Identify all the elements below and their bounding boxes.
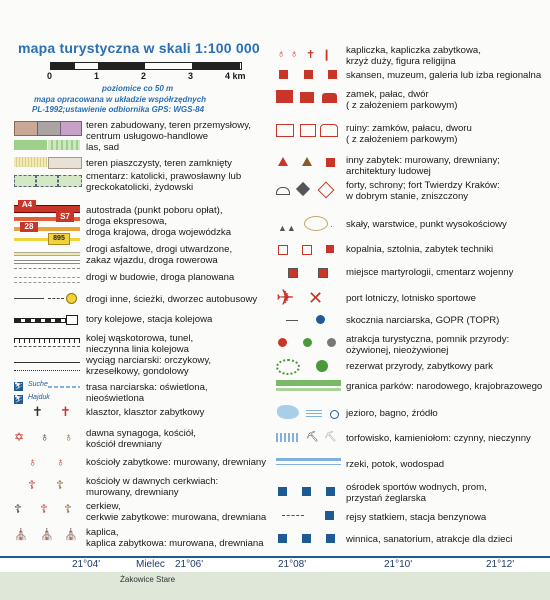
label-construction: drogi w budowie, droga planowana xyxy=(86,272,235,283)
label-forts: forty, schrony; fort Twierdzy Kraków: w dobrym stanie, zniszczony xyxy=(346,180,500,202)
label-ruins: ruiny: zamków, pałacu, dworu ( z założeniem parkowym) xyxy=(346,123,472,145)
label-reserve: rezerwat przyrody, zabytkowy park xyxy=(346,361,493,372)
river-line xyxy=(276,458,341,461)
former-orthodox-wood-icon: ☦ xyxy=(56,478,64,492)
other-roads-line xyxy=(14,298,44,300)
monastery-historic-icon: ✝ xyxy=(60,404,71,419)
bike-road-line xyxy=(14,268,80,270)
church-icon: ♁ xyxy=(40,430,49,444)
castle-icon xyxy=(276,90,293,103)
stream-line xyxy=(276,464,341,465)
marina-icon xyxy=(326,487,335,496)
nature-reserve-icon xyxy=(276,359,300,375)
label-orthodox: cerkiew, cerkwie zabytkowe: murowana, drewniana xyxy=(86,501,267,523)
coordinate-bar xyxy=(0,556,550,573)
label-rivers: rzeki, potok, wodospad xyxy=(346,459,445,470)
label-museum: skansen, muzeum, galeria lub izba regionalna xyxy=(346,70,542,81)
former-orthodox-brick-icon: ☦ xyxy=(28,478,36,492)
adit-icon xyxy=(302,245,312,255)
museum-icon xyxy=(304,70,313,79)
kids-attractions-icon xyxy=(326,534,335,543)
lake-icon xyxy=(277,405,299,419)
fort-ruined-icon xyxy=(318,182,335,199)
tourist-attraction-icon xyxy=(278,338,287,347)
synagogue-icon: ✡ xyxy=(14,430,25,444)
forest-swatch xyxy=(14,140,47,150)
regional-road-line xyxy=(14,238,80,241)
sanatorium-icon xyxy=(302,534,311,543)
label-castle: zamek, pałac, dwór ( z założeniem parkowym) xyxy=(346,89,458,111)
ski-trail-lit-icon: ⛷ xyxy=(14,383,23,390)
label-historic-churches: kościoły zabytkowe: murowany, drewniany xyxy=(86,457,267,468)
historic-church-wood-icon: ♁ xyxy=(56,455,65,469)
wayside-shrine-historic-icon: ♁ xyxy=(290,48,299,60)
monument-brick-icon xyxy=(278,157,288,166)
gallery-icon xyxy=(328,70,337,79)
folk-architecture-icon xyxy=(326,158,335,167)
label-mine: kopalnia, sztolnia, zabytek techniki xyxy=(346,244,494,255)
expressway-badge: S7 xyxy=(56,212,74,222)
label-other-roads: drogi inne, ścieżki, dworzec autobusowy xyxy=(86,294,258,305)
airport-icon: ✈ xyxy=(276,285,295,310)
elevation-point-icon: · xyxy=(330,222,333,231)
label-ski-jump: skocznia narciarska, GOPR (TOPR) xyxy=(346,315,500,326)
paved-road-line xyxy=(14,260,80,264)
martyrdom-site-icon xyxy=(288,268,298,278)
map-strip xyxy=(0,572,550,600)
scale-bar xyxy=(50,62,242,70)
label-motorway: autostrada (punkt poboru opłat), droga ekspresowa, droga krajowa, droga wojewódzka xyxy=(86,205,232,238)
palace-icon xyxy=(300,92,314,103)
airfield-icon: ✕ xyxy=(308,288,324,308)
monastery-icon: ✝ xyxy=(32,404,43,419)
swamp-icon xyxy=(306,408,322,417)
label-sand: teren piaszczysty, teren zamknięty xyxy=(86,158,232,169)
ski-lift-line xyxy=(14,362,80,364)
label-rocks: skały, warstwice, punkt wysokościowy xyxy=(346,219,507,230)
label-former-orthodox: kościoły w dawnych cerkwiach: murowany, drewniany xyxy=(86,476,219,498)
landscape-park-border xyxy=(276,388,341,391)
coordinate-note-1: mapa opracowana w układzie współrzędnych xyxy=(34,95,207,104)
natural-monument-living-icon xyxy=(303,338,312,347)
open-air-museum-icon xyxy=(279,70,288,79)
label-ski-lift: wyciąg narciarski: orczykowy, krzesełkowy, gondolowy xyxy=(86,355,212,377)
ski-trail-lit-label: Suche xyxy=(28,381,48,388)
narrow-gauge-line xyxy=(14,338,80,343)
tech-monument-icon xyxy=(326,245,334,253)
road-construction-line xyxy=(14,277,80,283)
scale-tick-4: 4 km xyxy=(225,71,246,81)
label-airport: port lotniczy, lotnisko sportowe xyxy=(346,293,476,304)
historic-park-icon xyxy=(316,360,328,372)
religious-figure-icon: ❙ xyxy=(322,49,332,61)
national-park-border xyxy=(276,380,341,386)
contour-note: poziomice co 50 m xyxy=(102,84,174,93)
label-ski-trail: trasa narciarska: oświetlona, nieoświetlona xyxy=(86,382,208,404)
coord-21-12: 21°12' xyxy=(486,559,515,570)
label-railway: tory kolejowe, stacja kolejowa xyxy=(86,314,213,325)
ferry-icon xyxy=(302,487,311,496)
boat-cruise-icon xyxy=(282,515,304,517)
scale-tick-1: 1 xyxy=(94,71,100,81)
coord-21-04: 21°04' xyxy=(72,559,101,570)
label-synagogue: dawna synagoga, kościół, kościół drewniany xyxy=(86,428,196,450)
chapel-historic-wood-icon: ⛪ xyxy=(64,529,78,541)
national-road-badge: 28 xyxy=(20,222,38,232)
petrol-station-icon xyxy=(325,511,334,520)
cemetery-catholic-swatch xyxy=(14,175,36,187)
label-vineyard: winnica, sanatorium, atrakcje dla dzieci xyxy=(346,534,513,545)
scale-tick-0: 0 xyxy=(47,71,53,81)
label-cemetery: cmentarz: katolicki, prawosławny lub greckokatolicki, żydowski xyxy=(86,171,242,193)
ski-jump-icon xyxy=(286,320,298,322)
coordinate-note-2: PL-1992;ustawienie odbiornika GPS: WGS-84 xyxy=(32,105,205,114)
peat-bog-icon xyxy=(276,433,298,442)
cross-icon: ✝ xyxy=(306,49,316,61)
manor-icon xyxy=(322,93,337,103)
asphalt-road-line xyxy=(14,252,80,256)
water-sports-icon xyxy=(278,487,287,496)
manor-ruins-icon xyxy=(320,124,338,137)
monument-wood-icon xyxy=(302,157,312,166)
label-martyrdom: miejsce martyrologii, cmentarz wojenny xyxy=(346,267,514,278)
contours-icon xyxy=(304,216,328,231)
orthodox-historic-brick-icon: ☦ xyxy=(40,502,48,516)
disused-rail-line xyxy=(14,346,80,348)
wayside-shrine-icon: ♁ xyxy=(277,48,286,60)
motorway-badge: A4 xyxy=(18,200,36,210)
industrial-swatch xyxy=(37,121,61,136)
orthodox-church-icon: ☦ xyxy=(14,502,22,516)
path-line xyxy=(48,298,64,300)
scale-tick-2: 2 xyxy=(141,71,147,81)
orchard-swatch xyxy=(48,140,80,150)
map-strip-place: Żakowice Stare xyxy=(120,575,176,584)
railway-line xyxy=(14,318,66,323)
rocks-icon: ▲▲ xyxy=(278,223,296,233)
closed-area-swatch xyxy=(48,157,82,169)
label-forest: las, sad xyxy=(86,142,120,153)
quarry-active-icon: ⛏ xyxy=(306,432,319,443)
label-peat-bog: torfowisko, kamieniołom: czynny, nieczynny xyxy=(346,433,531,444)
label-water-sports: ośrodek sportów wodnych, prom, przystań żeglarska xyxy=(346,482,487,504)
bus-station-icon xyxy=(66,293,77,304)
natural-monument-nonliving-icon xyxy=(327,338,336,347)
chapel-icon: ⛪ xyxy=(14,529,28,541)
spring-icon xyxy=(330,410,339,419)
label-built-up: teren zabudowany, teren przemysłowy, centrum usługowo-handlowe xyxy=(86,120,251,142)
castle-ruins-icon xyxy=(276,124,294,137)
label-other-monument: inny zabytek: murowany, drewniany; architektury ludowej xyxy=(346,155,500,177)
orthodox-historic-wood-icon: ☦ xyxy=(64,502,72,516)
label-asphalt: drogi asfaltowe, drogi utwardzone, zakaz wjazdu, droga rowerowa xyxy=(86,244,233,266)
label-chapel: kaplica, kaplica zabytkowa: murowana, drewniana xyxy=(86,527,264,549)
coord-21-08: 21°08' xyxy=(278,559,307,570)
coord-21-10: 21°10' xyxy=(384,559,413,570)
label-lake: jezioro, bagno, źródło xyxy=(346,408,438,419)
label-cruise: rejsy statkiem, stacja benzynowa xyxy=(346,512,487,523)
sand-swatch xyxy=(14,157,47,167)
scale-tick-3: 3 xyxy=(188,71,194,81)
ski-trail-unlit-icon: ⛷ xyxy=(14,396,23,403)
mountain-rescue-icon xyxy=(316,315,325,324)
mine-icon xyxy=(278,245,288,255)
label-monastery: klasztor, klasztor zabytkowy xyxy=(86,407,205,418)
label-attraction: atrakcja turystyczna, pomnik przyrody: ożywionej, nieożywionej xyxy=(346,334,510,356)
label-shrine: kapliczka, kapliczka zabytkowa, krzyż duży, figura religijna xyxy=(346,45,481,67)
wooden-church-icon: ♁ xyxy=(64,430,73,444)
fort-good-icon xyxy=(296,182,310,196)
place-mielec: Mielec xyxy=(136,559,165,570)
chair-lift-line xyxy=(14,370,80,372)
railway-station-icon xyxy=(66,315,78,325)
chapel-historic-brick-icon: ⛪ xyxy=(40,529,54,541)
regional-road-badge: 895 xyxy=(48,233,70,245)
cemetery-jewish-swatch xyxy=(58,175,82,187)
label-park-border: granica parków: narodowego, krajobrazowego xyxy=(346,381,543,392)
coord-21-06: 21°06' xyxy=(175,559,204,570)
fort-icon xyxy=(276,187,290,195)
quarry-inactive-icon: ⛏ xyxy=(324,432,337,443)
ski-trail-lit-line xyxy=(48,386,80,388)
historic-church-brick-icon: ♁ xyxy=(28,455,37,469)
vineyard-icon xyxy=(278,534,287,543)
cemetery-orthodox-swatch xyxy=(36,175,58,187)
commercial-swatch xyxy=(60,121,82,136)
built-up-swatch xyxy=(14,121,38,136)
map-title: mapa turystyczna w skali 1:100 000 xyxy=(18,40,260,56)
war-cemetery-icon xyxy=(318,268,328,278)
ski-trail-unlit-label: Hajduk xyxy=(28,394,50,401)
palace-ruins-icon xyxy=(300,124,316,137)
label-narrow-gauge: kolej wąskotorowa, tunel, nieczynna linia kolejowa xyxy=(86,333,194,355)
